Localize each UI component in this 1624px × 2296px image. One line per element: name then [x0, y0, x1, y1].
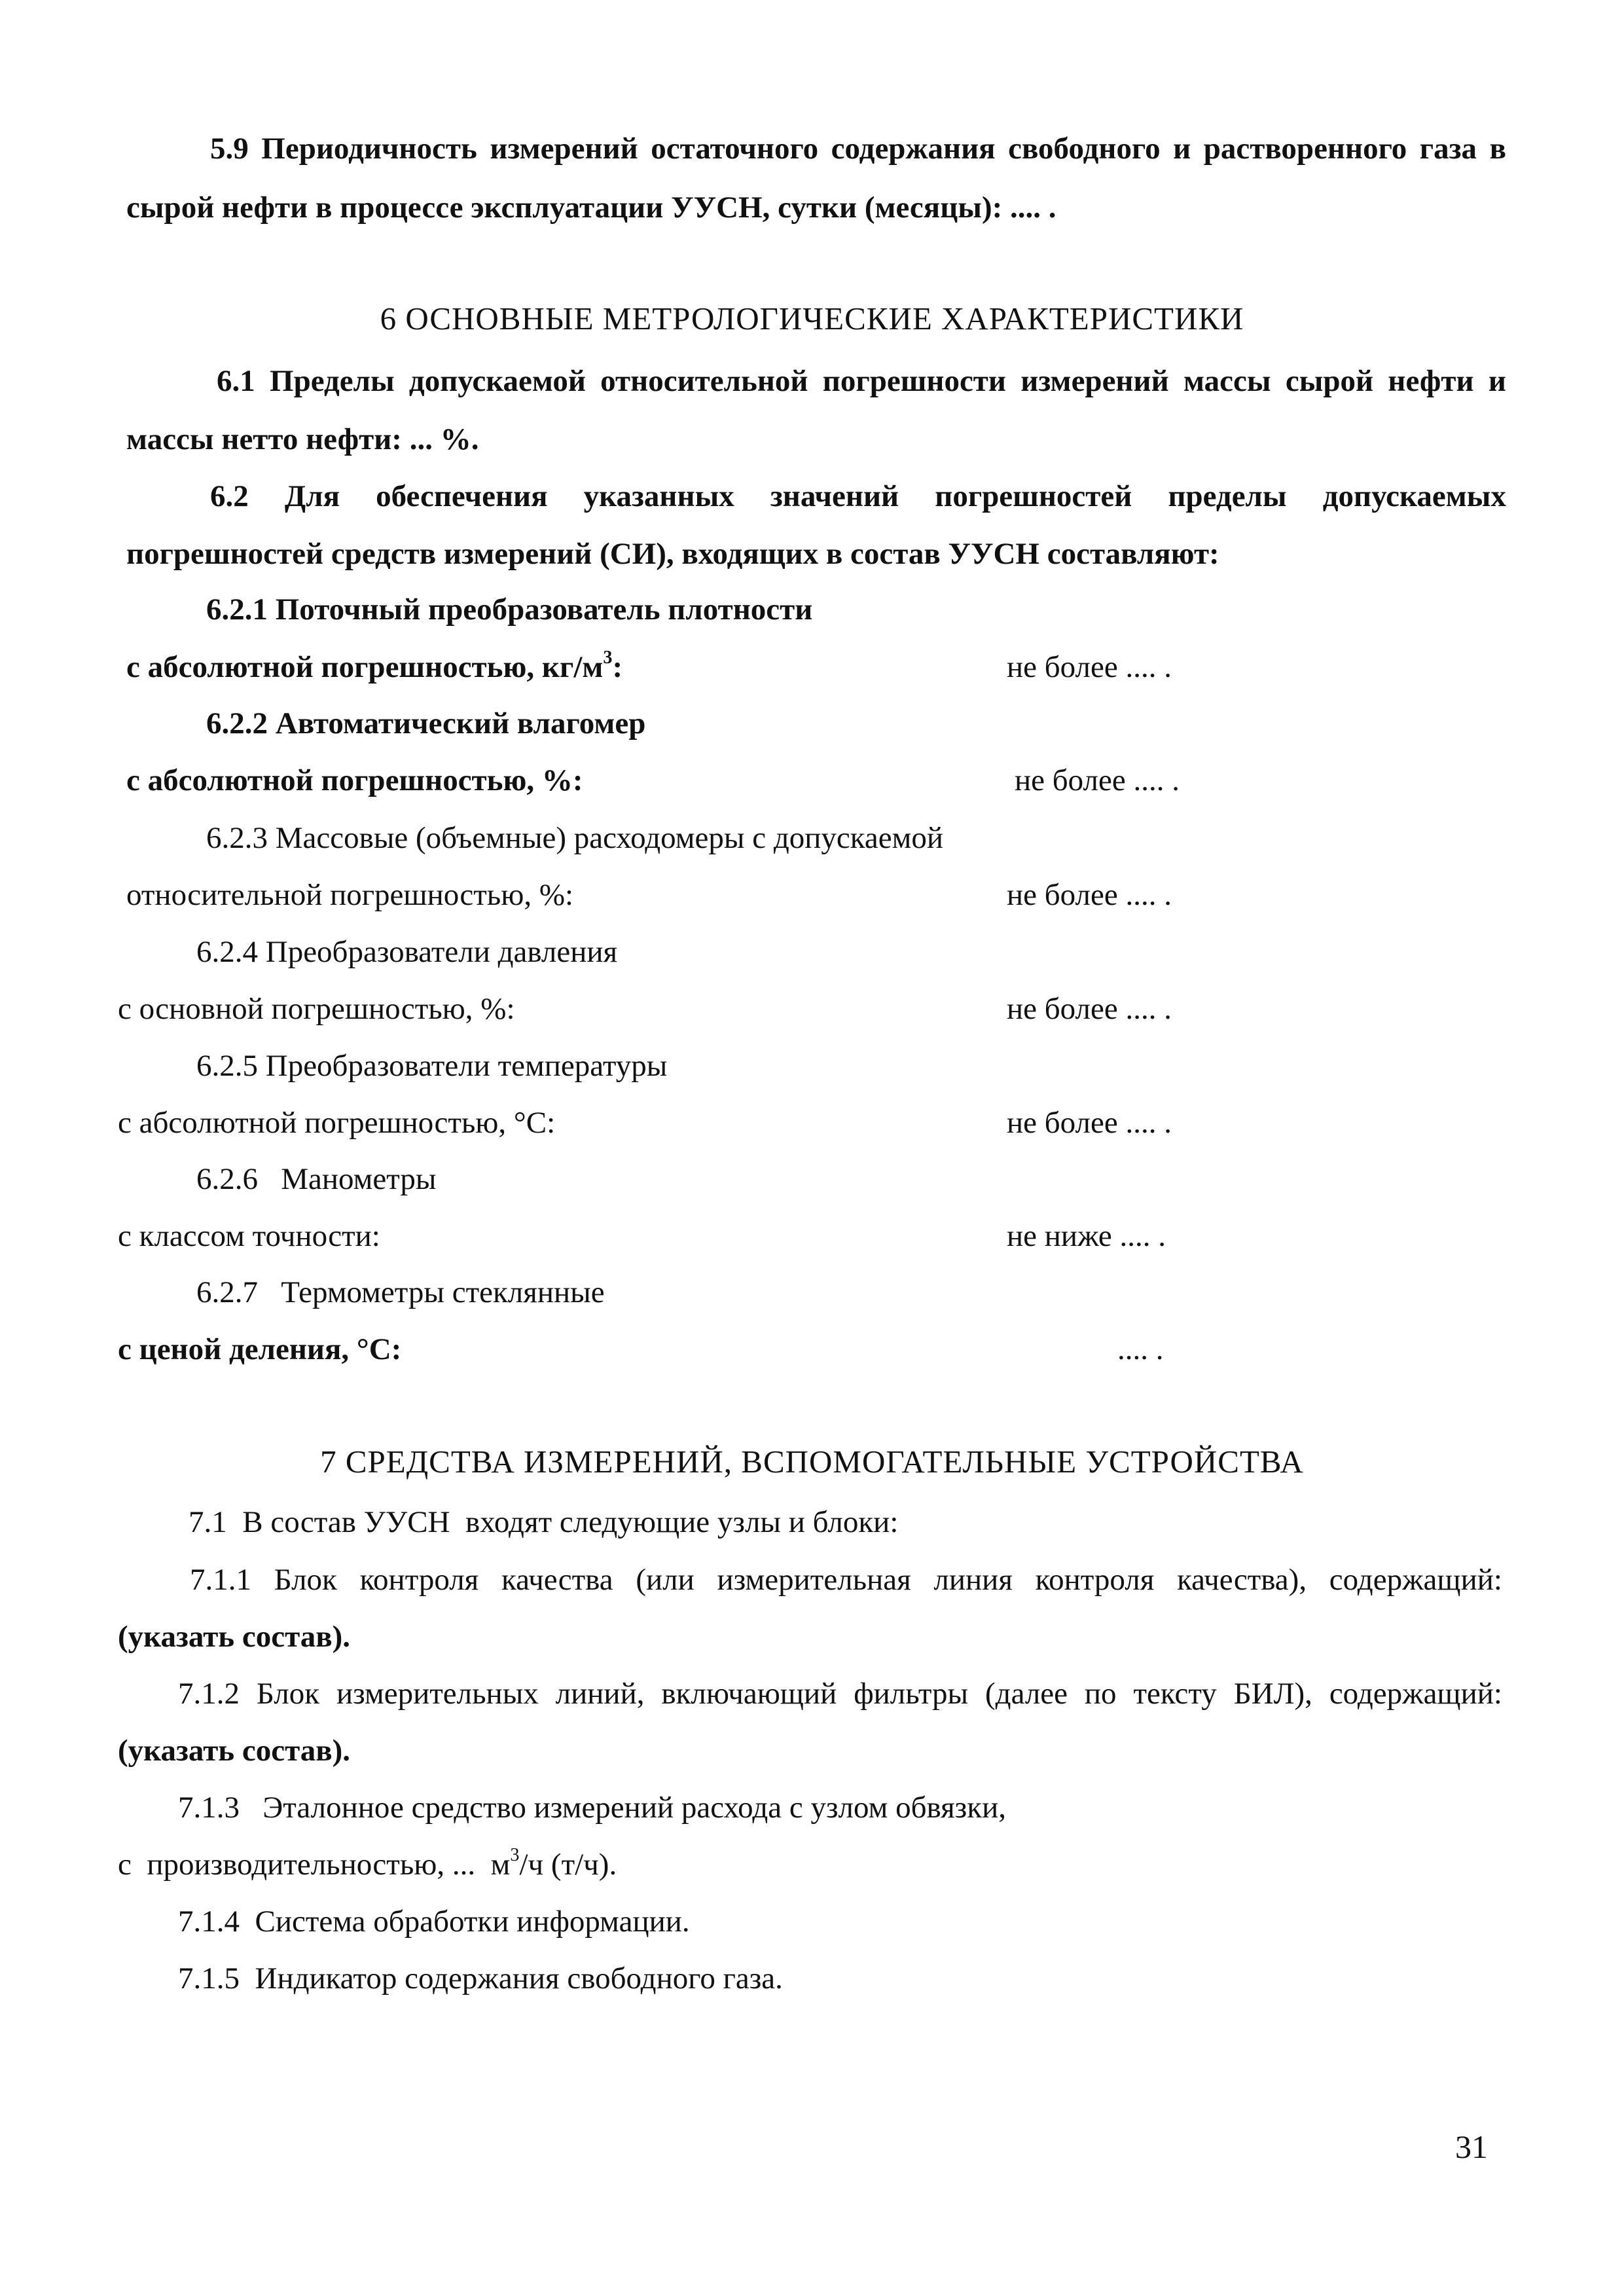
word: допускаемой	[408, 364, 586, 398]
word: Пределы	[270, 364, 395, 398]
item-6-2-4-desc: с основной погрешностью, %:	[118, 992, 515, 1026]
word: остаточного	[651, 132, 819, 166]
word: включающий	[661, 1677, 837, 1711]
paragraph-7-1: 7.1 В состав УУСН входят следующие узлы и блоки:	[189, 1505, 899, 1539]
word: (или	[636, 1563, 695, 1597]
item-6-2-3-desc: относительной погрешностью, %:	[126, 878, 574, 912]
word: (далее	[985, 1677, 1068, 1711]
word: фильтры	[854, 1677, 969, 1711]
item-6-2-7-limit: .... .	[1117, 1332, 1164, 1366]
paragraph-7-1-2-line-2: (указать состав).	[118, 1734, 351, 1768]
word: линий,	[555, 1677, 645, 1711]
paragraph-5-9-line-1	[210, 129, 1506, 169]
paragraph-7-1-1-line-1	[190, 1560, 1502, 1600]
word: допускаемых	[1322, 479, 1506, 513]
item-6-2-5-title: 6.2.5 Преобразователи температуры	[196, 1049, 668, 1083]
item-6-2-3-limit: не более .... .	[1007, 878, 1172, 912]
word: содержания	[831, 132, 996, 166]
item-6-2-1-limit: не более .... .	[1007, 650, 1172, 684]
paragraph-5-9-line-2: сырой нефти в процессе эксплуатации УУСН, сутки (месяцы): .... .	[126, 191, 1056, 225]
word: в	[1489, 132, 1506, 166]
item-6-2-2-desc: с абсолютной погрешностью, %:	[126, 763, 583, 797]
word: погрешности	[822, 364, 1006, 398]
word: относительной	[600, 364, 808, 398]
item-6-2-4-title: 6.2.4 Преобразователи давления	[196, 935, 618, 969]
item-6-2-2-limit: не более .... .	[1015, 763, 1180, 797]
item-6-2-7-desc: с ценой деления, °С:	[118, 1332, 402, 1366]
word: 7.1.1	[190, 1563, 251, 1597]
item-6-2-6-desc: с классом точности:	[118, 1219, 380, 1253]
paragraph-7-1-2-line-1	[178, 1674, 1502, 1714]
word: свободного	[1008, 132, 1161, 166]
item-6-2-4-limit: не более .... .	[1007, 992, 1172, 1026]
word: погрешностей	[935, 479, 1132, 513]
word: качества),	[1177, 1563, 1307, 1597]
word: сырой	[1285, 364, 1374, 398]
page-number: 31	[1455, 2128, 1488, 2165]
item-6-2-2-title: 6.2.2 Автоматический влагомер	[206, 706, 646, 740]
word: качества	[501, 1563, 613, 1597]
paragraph-6-2-line-2: погрешностей средств измерений (СИ), входящих в состав УУСН составляют:	[126, 537, 1219, 571]
word: измерений	[1020, 364, 1169, 398]
word: растворенного	[1203, 132, 1407, 166]
word: 6.2	[210, 479, 249, 513]
paragraph-7-1-1-line-2: (указать состав).	[118, 1620, 351, 1654]
word: газа	[1419, 132, 1477, 166]
paragraph-6-1-line-1	[217, 361, 1506, 401]
item-6-2-1-desc: с абсолютной погрешностью, $кг/м^3$:	[126, 647, 623, 684]
word: указанных	[583, 479, 734, 513]
section-7-heading: 7 СРЕДСТВА ИЗМЕРЕНИЙ, ВСПОМОГАТЕЛЬНЫЕ УСТРОЙСТВА	[320, 1444, 1304, 1480]
item-6-2-5-limit: не более .... .	[1007, 1106, 1172, 1140]
word: Для	[284, 479, 340, 513]
word: измерительных	[336, 1677, 539, 1711]
word: 5.9	[210, 132, 249, 166]
paragraph-7-1-4: 7.1.4 Система обработки информации.	[178, 1904, 690, 1939]
word: БИЛ),	[1233, 1677, 1312, 1711]
word: нефти	[1388, 364, 1474, 398]
word: и	[1173, 132, 1191, 166]
word: измерительная	[717, 1563, 911, 1597]
word: 7.1.2	[178, 1677, 240, 1711]
paragraph-6-1-line-2: массы нетто нефти: ... %.	[126, 422, 479, 456]
word: Периодичность	[261, 132, 477, 166]
item-6-2-7-title: 6.2.7 Термометры стеклянные	[196, 1275, 605, 1309]
word: линия	[933, 1563, 1013, 1597]
word: пределы	[1168, 479, 1287, 513]
word: измерений	[490, 132, 638, 166]
word: содержащий:	[1329, 1677, 1502, 1711]
word: и	[1488, 364, 1506, 398]
word: тексту	[1133, 1677, 1217, 1711]
paragraph-7-1-5: 7.1.5 Индикатор содержания свободного газа.	[178, 1961, 783, 1995]
word: содержащий:	[1329, 1563, 1502, 1597]
word: массы	[1183, 364, 1271, 398]
item-6-2-5-desc: с абсолютной погрешностью, °С:	[118, 1106, 556, 1140]
item-6-2-3-title: 6.2.3 Массовые (объемные) расходомеры с допускаемой	[206, 821, 943, 855]
paragraph-7-1-3-line-2: с производительностью, ... $м^3/ч$ (т/ч).	[118, 1844, 617, 1882]
item-6-2-6-limit: не ниже .... .	[1007, 1219, 1166, 1253]
word: обеспечения	[376, 479, 548, 513]
word: контроля	[359, 1563, 479, 1597]
word: 6.1	[217, 364, 255, 398]
word: контроля	[1035, 1563, 1155, 1597]
section-6-heading: 6 ОСНОВНЫЕ МЕТРОЛОГИЧЕСКИЕ ХАРАКТЕРИСТИКИ	[380, 301, 1244, 337]
item-6-2-6-title: 6.2.6 Манометры	[196, 1162, 437, 1196]
word: по	[1084, 1677, 1117, 1711]
word: Блок	[274, 1563, 337, 1597]
item-6-2-1-title: 6.2.1 Поточный преобразователь плотности	[206, 592, 813, 627]
word: Блок	[256, 1677, 320, 1711]
word: значений	[770, 479, 899, 513]
paragraph-7-1-3-line-1: 7.1.3 Эталонное средство измерений расхода с узлом обвязки,	[178, 1791, 1006, 1825]
paragraph-6-2-line-1	[210, 477, 1506, 517]
